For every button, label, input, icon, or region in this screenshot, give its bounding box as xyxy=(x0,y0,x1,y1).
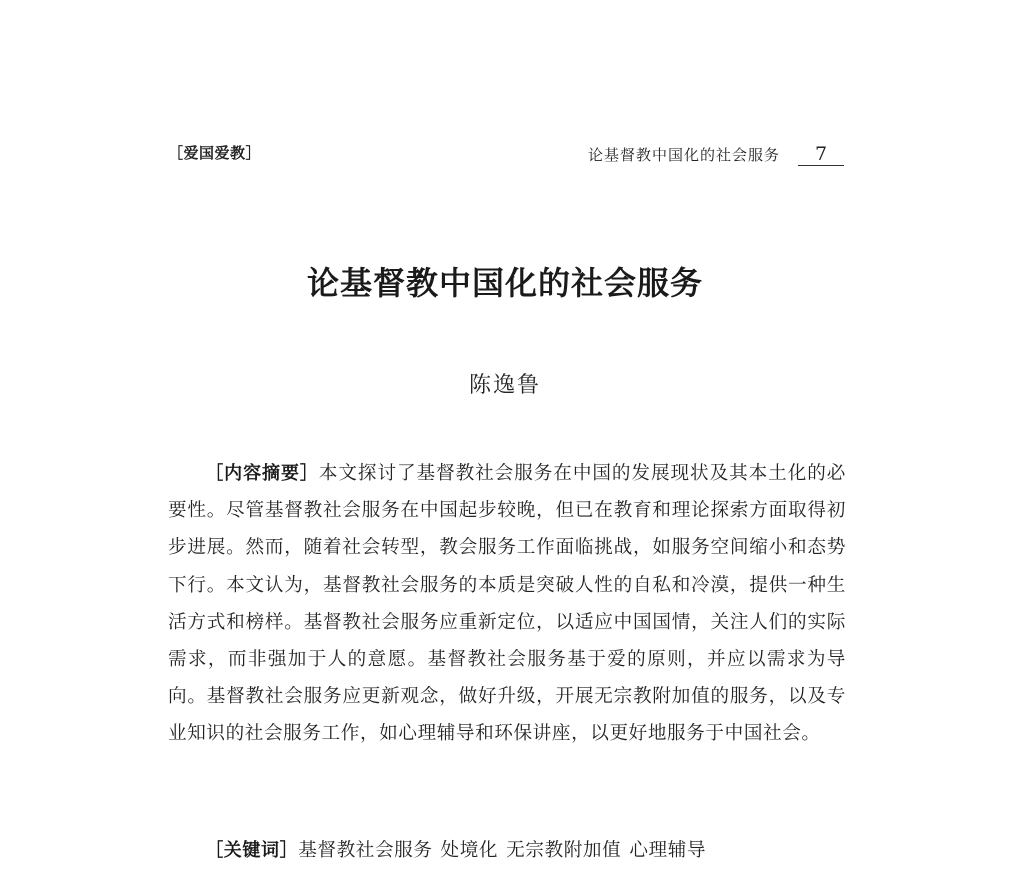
keywords-label: ［关键词］ xyxy=(205,840,299,861)
article-title: 论基督教中国化的社会服务 xyxy=(306,264,703,302)
keyword-item: 心理辅导 xyxy=(629,840,707,861)
running-title: 论基督教中国化的社会服务 xyxy=(587,146,780,164)
abstract-paragraph xyxy=(168,455,846,753)
keyword-item: 处境化 xyxy=(440,840,499,861)
keyword-item: 无宗教附加值 xyxy=(506,840,622,861)
keyword-item: 基督教社会服务 xyxy=(298,840,433,861)
column-label: ［爱国爱教］ xyxy=(168,144,262,162)
abstract-text: 本文探讨了基督教社会服务在中国的发展现状及其本土化的必要性。尽管基督教社会服务在中国起步较晚，但已在教育和理论探索方面取得初步进展。然而，随着社会转型，教会服务工作面临挑战，如服务空间缩小和态势下行。本文认为，基督教社会服务的本质是突破人性的自私和冷漠，提供一种生活方式和榜样。基督教社会服务应重新定位，以适应中国国情，关注人们的实际需求，而非强加于人的意愿。基督教社会服务基于爱的原则，并应以需求为导向。基督教社会服务应更新观念，做好升级，开展无宗教附加值的服务，以及专业知识的社会服务工作，如心理辅导和环保讲座，以更好地服务于中国社会。 xyxy=(168,463,846,745)
abstract-label: ［内容摘要］ xyxy=(205,463,319,484)
running-head xyxy=(588,144,844,166)
author-name: 陈逸鲁 xyxy=(468,373,541,398)
keywords-line xyxy=(168,832,846,869)
page-number: 7 xyxy=(798,144,844,166)
